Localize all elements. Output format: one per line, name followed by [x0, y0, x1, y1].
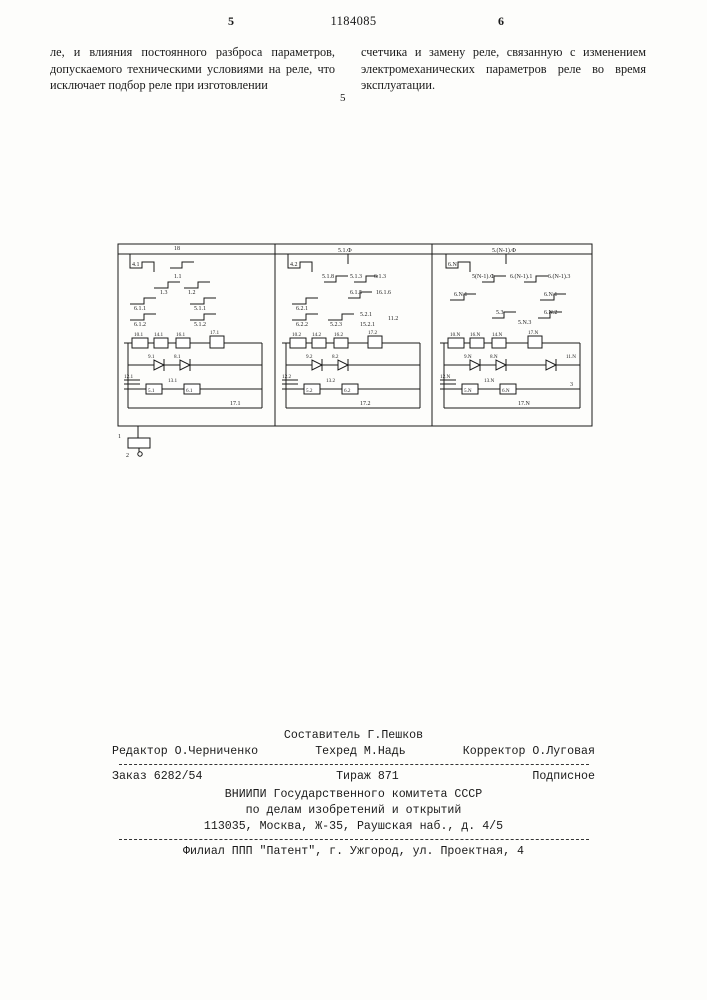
svg-text:5.1.8: 5.1.8 — [322, 274, 334, 280]
svg-text:16.1: 16.1 — [176, 332, 186, 338]
svg-text:6.2.2: 6.2.2 — [296, 322, 308, 328]
svg-text:5.N.3: 5.N.3 — [518, 320, 532, 326]
branch-line: Филиал ППП "Патент", г. Ужгород, ул. Проектная, 4 — [183, 845, 524, 858]
svg-text:16.N: 16.N — [470, 332, 481, 338]
svg-text:6.N.1: 6.N.1 — [544, 292, 558, 298]
svg-text:5.2.1: 5.2.1 — [360, 312, 372, 318]
svg-text:5.1.3: 5.1.3 — [350, 274, 362, 280]
institute-address: 113035, Москва, Ж-35, Раушская наб., д. 4/5 — [203, 820, 504, 833]
svg-text:6.2.1: 6.2.1 — [296, 306, 308, 312]
svg-text:17.2: 17.2 — [368, 330, 378, 336]
circuit-diagram — [110, 238, 600, 458]
svg-text:9.N: 9.N — [464, 354, 472, 360]
svg-text:6.N: 6.N — [448, 262, 457, 268]
svg-text:16.1.6: 16.1.6 — [376, 290, 391, 296]
institute-line-2: по делам изобретений и открытий — [245, 804, 462, 817]
svg-text:5.2.3: 5.2.3 — [330, 322, 342, 328]
page-header — [48, 14, 659, 32]
text-column-left — [50, 44, 335, 94]
svg-text:5.1.Ф: 5.1.Ф — [338, 248, 352, 254]
svg-text:1.1: 1.1 — [174, 274, 182, 280]
techred-line: Техред М.Надь — [315, 745, 406, 758]
svg-text:10.1: 10.1 — [134, 332, 144, 338]
svg-text:13.1: 13.1 — [168, 378, 178, 384]
svg-text:6.1.3: 6.1.3 — [374, 274, 386, 280]
svg-text:8.2: 8.2 — [332, 354, 339, 360]
svg-text:17.1: 17.1 — [230, 401, 241, 407]
svg-text:4.2: 4.2 — [290, 262, 298, 268]
left-column-number: 5 — [228, 14, 234, 28]
svg-text:17.1: 17.1 — [210, 330, 220, 336]
svg-text:10.N: 10.N — [450, 332, 461, 338]
svg-text:11.N: 11.N — [566, 354, 577, 360]
svg-text:5.1: 5.1 — [148, 388, 155, 394]
corrector-line: Корректор О.Луговая — [462, 745, 595, 758]
svg-text:8.N: 8.N — [490, 354, 498, 360]
svg-text:16.2: 16.2 — [334, 332, 344, 338]
svg-text:5.N: 5.N — [464, 388, 472, 394]
circulation-line: Тираж 871 — [336, 770, 399, 783]
diagram-block-2 — [282, 248, 420, 408]
mid-column-marker: 5 — [340, 92, 346, 104]
svg-text:14.1: 14.1 — [154, 332, 164, 338]
svg-text:10.2: 10.2 — [292, 332, 302, 338]
svg-text:17.N: 17.N — [518, 401, 530, 407]
svg-text:9.1: 9.1 — [148, 354, 155, 360]
svg-text:17.N: 17.N — [528, 330, 539, 336]
svg-text:5(N-1).Ф: 5(N-1).Ф — [472, 274, 495, 280]
svg-text:6.N.1: 6.N.1 — [454, 292, 468, 298]
circuit-diagram-svg — [110, 238, 600, 458]
paragraph-left: ле, и влияния постоянного разброса параметров, допускаемого техническими условиями на реле, что исключает подбор реле при изготовлении — [50, 45, 335, 92]
svg-text:12.2: 12.2 — [282, 374, 292, 380]
svg-text:14.2: 14.2 — [312, 332, 322, 338]
svg-text:12.N: 12.N — [440, 374, 451, 380]
svg-text:1.2: 1.2 — [188, 290, 196, 296]
svg-text:13.2: 13.2 — [326, 378, 336, 384]
footer-divider-bottom — [119, 839, 589, 840]
compiler-line: Составитель Г.Пешков — [283, 729, 424, 742]
svg-text:13.N: 13.N — [484, 378, 495, 384]
svg-text:5.1.2: 5.1.2 — [194, 322, 206, 328]
svg-text:6.N.2: 6.N.2 — [544, 310, 558, 316]
svg-text:6.(N-1).3: 6.(N-1).3 — [548, 274, 571, 280]
svg-text:9.2: 9.2 — [306, 354, 313, 360]
svg-text:6.1: 6.1 — [186, 388, 193, 394]
svg-text:5.(N-1).Ф: 5.(N-1).Ф — [492, 248, 517, 254]
body-text — [50, 44, 659, 94]
svg-text:5.3: 5.3 — [496, 310, 504, 316]
institute-line-1: ВНИИПИ Государственного комитета СССР — [224, 788, 483, 801]
svg-text:6.1.1: 6.1.1 — [134, 306, 146, 312]
svg-text:6.1.5: 6.1.5 — [350, 290, 362, 296]
svg-text:6.2: 6.2 — [344, 388, 351, 394]
svg-text:18: 18 — [174, 246, 180, 252]
diagram-block-1 — [124, 254, 262, 408]
svg-text:12.1: 12.1 — [124, 374, 134, 380]
patent-number: 1184085 — [330, 14, 377, 28]
right-column-number: 6 — [498, 14, 504, 28]
svg-text:11.2: 11.2 — [388, 316, 399, 322]
svg-text:17.2: 17.2 — [360, 401, 371, 407]
svg-text:5.2: 5.2 — [306, 388, 313, 394]
svg-text:6.1.2: 6.1.2 — [134, 322, 146, 328]
text-column-right — [361, 44, 646, 94]
order-line: Заказ 6282/54 — [112, 770, 203, 783]
svg-text:15.2.1: 15.2.1 — [360, 322, 375, 328]
diagram-block-3 — [440, 247, 580, 408]
editor-line: Редактор О.Черниченко — [112, 745, 259, 758]
svg-text:4.1: 4.1 — [132, 262, 140, 268]
paragraph-right: счетчика и замену реле, связанную с изменением электромеханических параметров реле во время эксплуатации. — [361, 45, 646, 92]
svg-text:6.(N-1).1: 6.(N-1).1 — [510, 274, 533, 280]
svg-text:1.3: 1.3 — [160, 290, 168, 296]
svg-text:8.1: 8.1 — [174, 354, 181, 360]
page-footer — [0, 728, 707, 860]
subscription-line: Подписное — [532, 770, 595, 783]
svg-text:1: 1 — [118, 434, 121, 440]
footer-divider-top — [119, 764, 589, 765]
svg-text:3: 3 — [570, 382, 573, 388]
svg-text:2: 2 — [126, 453, 129, 458]
svg-text:5.1.1: 5.1.1 — [194, 306, 206, 312]
svg-text:14.N: 14.N — [492, 332, 503, 338]
svg-text:6.N: 6.N — [502, 388, 510, 394]
